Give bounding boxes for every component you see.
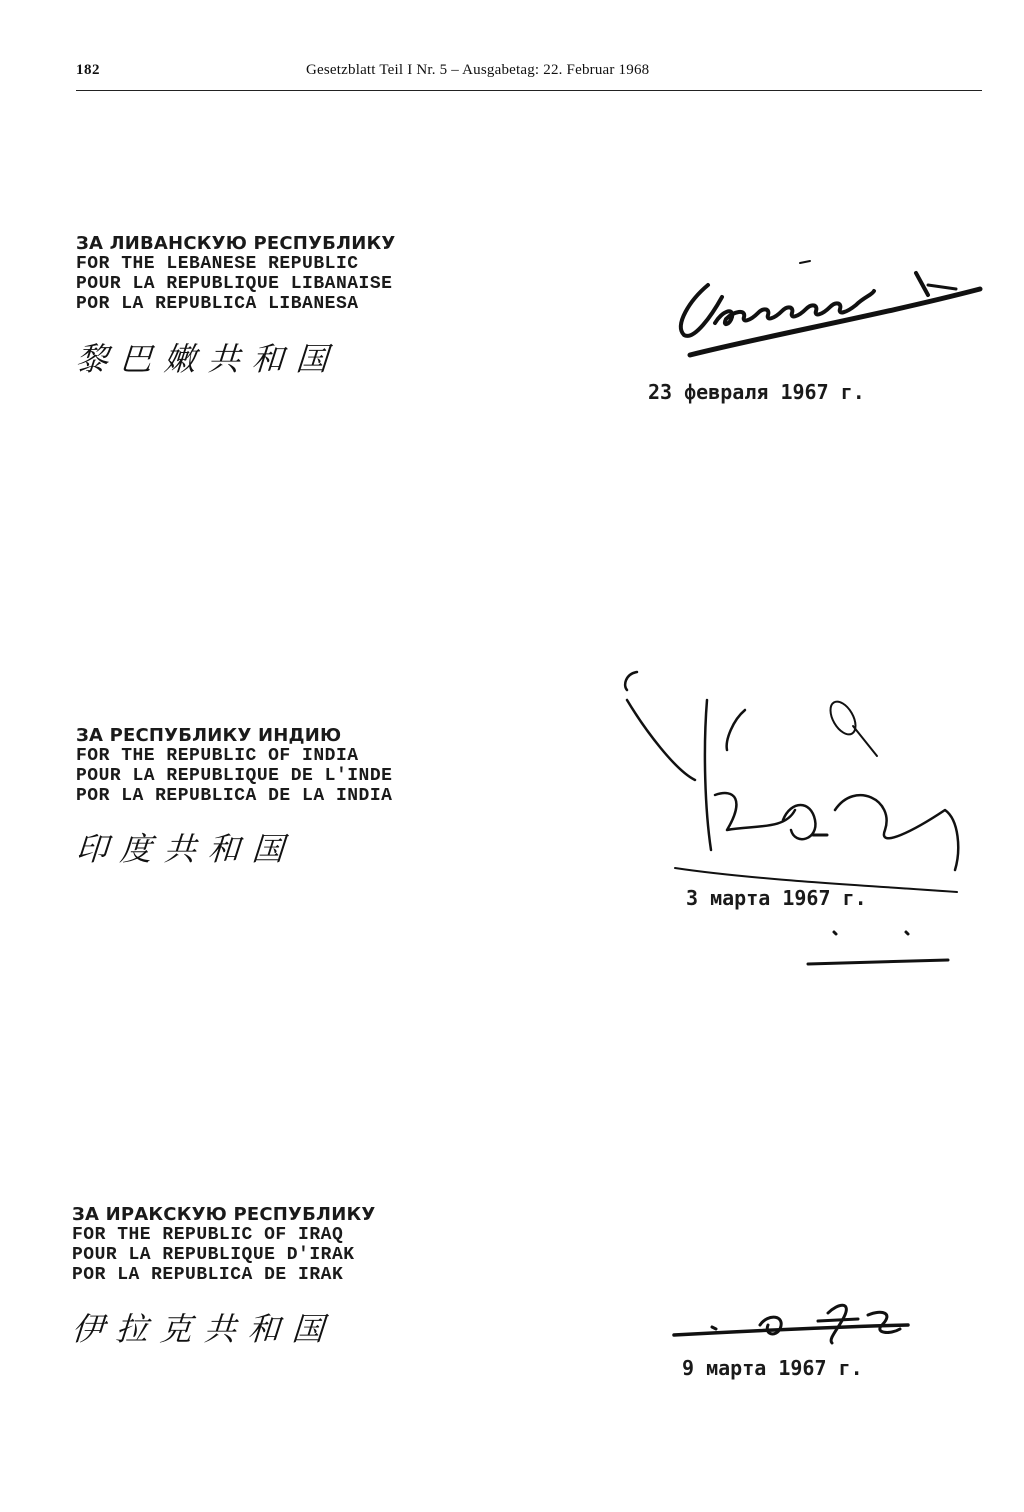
signatory-block-lebanon: [76, 234, 395, 314]
signatory-block-india: [76, 726, 392, 806]
signature-india: [615, 660, 965, 910]
page-header: [76, 62, 982, 91]
signature-iraq: [668, 1295, 928, 1355]
signatory-line-french: POUR LA REPUBLIQUE LIBANAISE: [76, 274, 393, 294]
signature-date: 9 марта 1967 г.: [682, 1356, 863, 1380]
signature-date: 3 марта 1967 г.: [686, 886, 867, 910]
signatory-line-russian: ЗА ИРАКСКУЮ РЕСПУБЛИКУ: [72, 1204, 376, 1225]
signatory-line-russian: ЗА РЕСПУБЛИКУ ИНДИЮ: [76, 725, 342, 746]
signatory-line-spanish: POR LA REPUBLICA DE IRAK: [72, 1265, 344, 1285]
page-number: 182: [76, 62, 100, 78]
signature-underline-india: [800, 920, 960, 980]
running-title: Gesetzblatt Teil I Nr. 5 – Ausgabetag: 22. Februar 1968: [306, 62, 650, 78]
signatory-line-chinese: 伊拉克共和国: [70, 1310, 338, 1348]
signature-date: 23 февраля 1967 г.: [648, 380, 865, 404]
signatory-line-spanish: POR LA REPUBLICA DE LA INDIA: [76, 786, 393, 806]
signatory-line-chinese: 印度共和国: [74, 830, 298, 868]
signatory-line-french: POUR LA REPUBLIQUE DE L'INDE: [76, 766, 393, 786]
signatory-line-english: FOR THE LEBANESE REPUBLIC: [76, 254, 359, 274]
signatory-block-iraq: [72, 1205, 375, 1285]
signature-lebanon: [660, 245, 990, 375]
signatory-line-english: FOR THE REPUBLIC OF IRAQ: [72, 1225, 344, 1245]
signatory-line-spanish: POR LA REPUBLICA LIBANESA: [76, 294, 359, 314]
signatory-line-french: POUR LA REPUBLIQUE D'IRAK: [72, 1245, 355, 1265]
signatory-line-english: FOR THE REPUBLIC OF INDIA: [76, 746, 359, 766]
signatory-line-chinese: 黎巴嫩共和国: [74, 340, 342, 378]
signatory-line-russian: ЗА ЛИВАНСКУЮ РЕСПУБЛИКУ: [76, 233, 396, 254]
